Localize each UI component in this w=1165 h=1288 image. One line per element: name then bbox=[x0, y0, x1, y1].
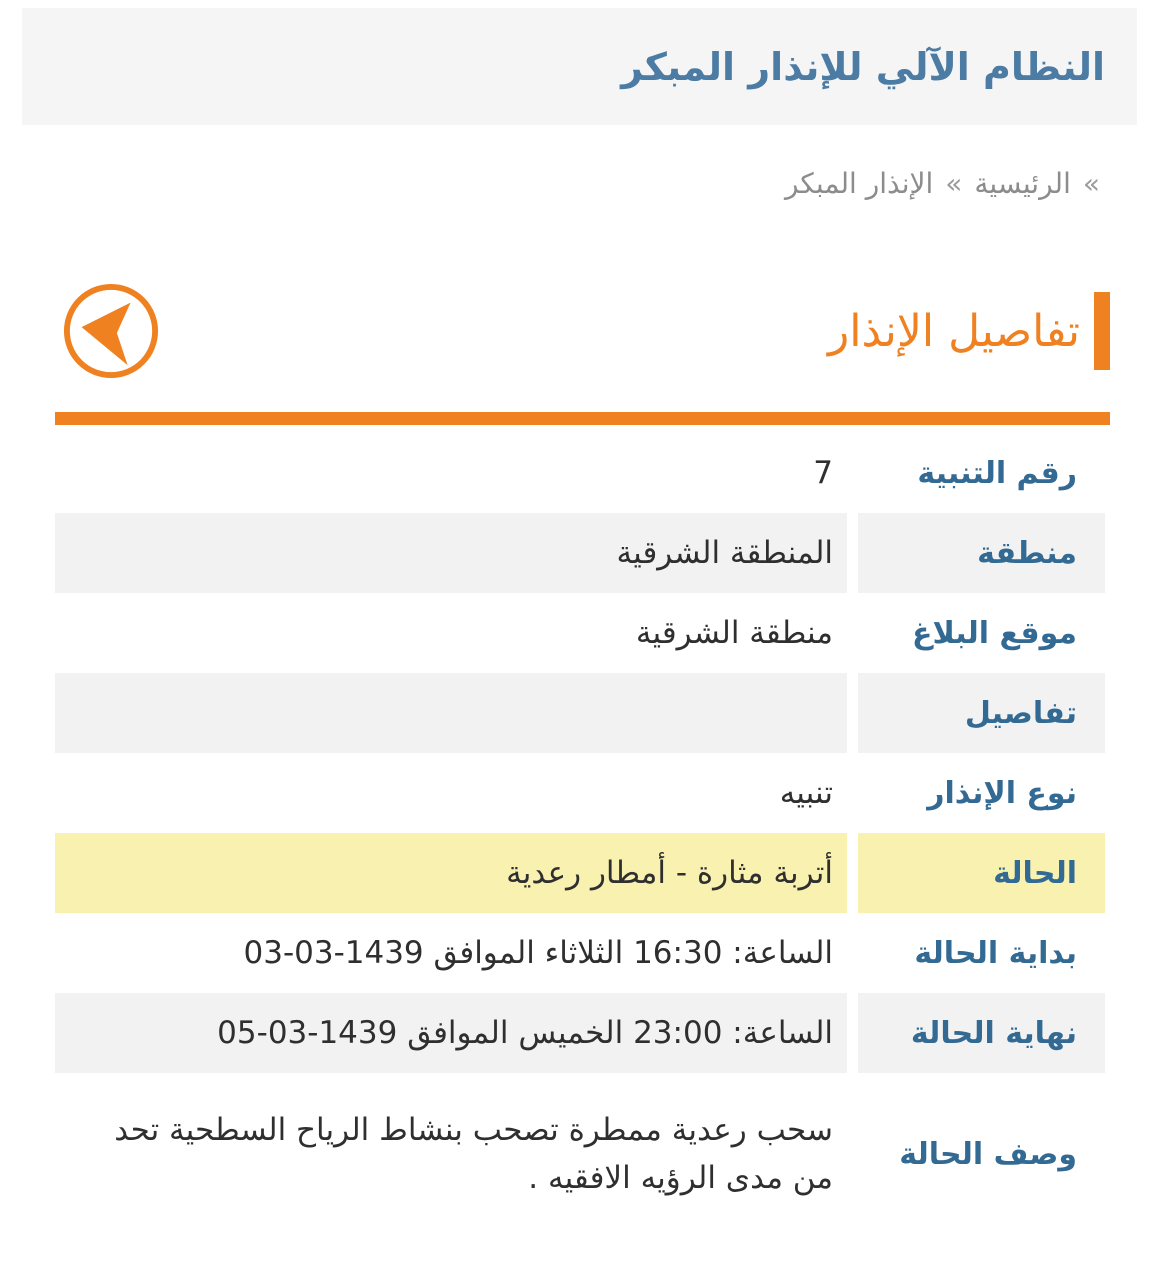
row-label: رقم التنبية bbox=[858, 433, 1105, 513]
row-label: موقع البلاغ bbox=[858, 593, 1105, 673]
row-value: سحب رعدية ممطرة تصحب بنشاط الرياح السطحية تحد من مدى الرؤيه الافقيه . bbox=[55, 1073, 847, 1235]
row-value: الساعة: 23:00 الخميس الموافق 1439-03-05 bbox=[55, 993, 847, 1073]
table-row-alert-type bbox=[55, 753, 1105, 833]
table-row-report-location bbox=[55, 593, 1105, 673]
table-row-condition bbox=[55, 833, 1105, 913]
breadcrumb bbox=[0, 167, 1100, 200]
row-value: منطقة الشرقية bbox=[55, 593, 847, 673]
row-label: نوع الإنذار bbox=[858, 753, 1105, 833]
table-row-condition-end bbox=[55, 993, 1105, 1073]
row-value: الساعة: 16:30 الثلاثاء الموافق 1439-03-03 bbox=[55, 913, 847, 993]
breadcrumb-item-early-warning[interactable]: الإنذار المبكر bbox=[784, 167, 934, 200]
orange-divider bbox=[55, 412, 1110, 425]
details-table bbox=[55, 433, 1105, 1235]
row-label: تفاصيل bbox=[858, 673, 1105, 753]
table-row-region bbox=[55, 513, 1105, 593]
table-row-condition-start bbox=[55, 913, 1105, 993]
row-value: تنبيه bbox=[55, 753, 847, 833]
breadcrumb-item-home[interactable]: الرئيسية bbox=[974, 167, 1071, 200]
row-label: وصف الحالة bbox=[858, 1073, 1105, 1235]
table-row-details bbox=[55, 673, 1105, 753]
row-value: المنطقة الشرقية bbox=[55, 513, 847, 593]
table-row-condition-description bbox=[55, 1073, 1105, 1235]
row-label: الحالة bbox=[858, 833, 1105, 913]
row-value: أتربة مثارة - أمطار رعدية bbox=[55, 833, 847, 913]
section-header bbox=[0, 282, 1165, 380]
back-arrow-icon bbox=[62, 282, 160, 380]
early-warning-page bbox=[0, 8, 1165, 1288]
row-value: 7 bbox=[55, 433, 847, 513]
page-title: النظام الآلي للإنذار المبكر bbox=[621, 44, 1105, 89]
accent-bar bbox=[1094, 292, 1110, 370]
back-button[interactable] bbox=[62, 282, 160, 380]
table-row-alert-number bbox=[55, 433, 1105, 513]
row-label: بداية الحالة bbox=[858, 913, 1105, 993]
row-label: منطقة bbox=[858, 513, 1105, 593]
double-chevron-icon: « bbox=[1082, 166, 1100, 200]
double-chevron-icon: « bbox=[945, 166, 963, 200]
app-header bbox=[22, 8, 1137, 125]
row-value bbox=[55, 673, 847, 753]
row-label: نهاية الحالة bbox=[858, 993, 1105, 1073]
section-title: تفاصيل الإنذار bbox=[828, 305, 1080, 357]
